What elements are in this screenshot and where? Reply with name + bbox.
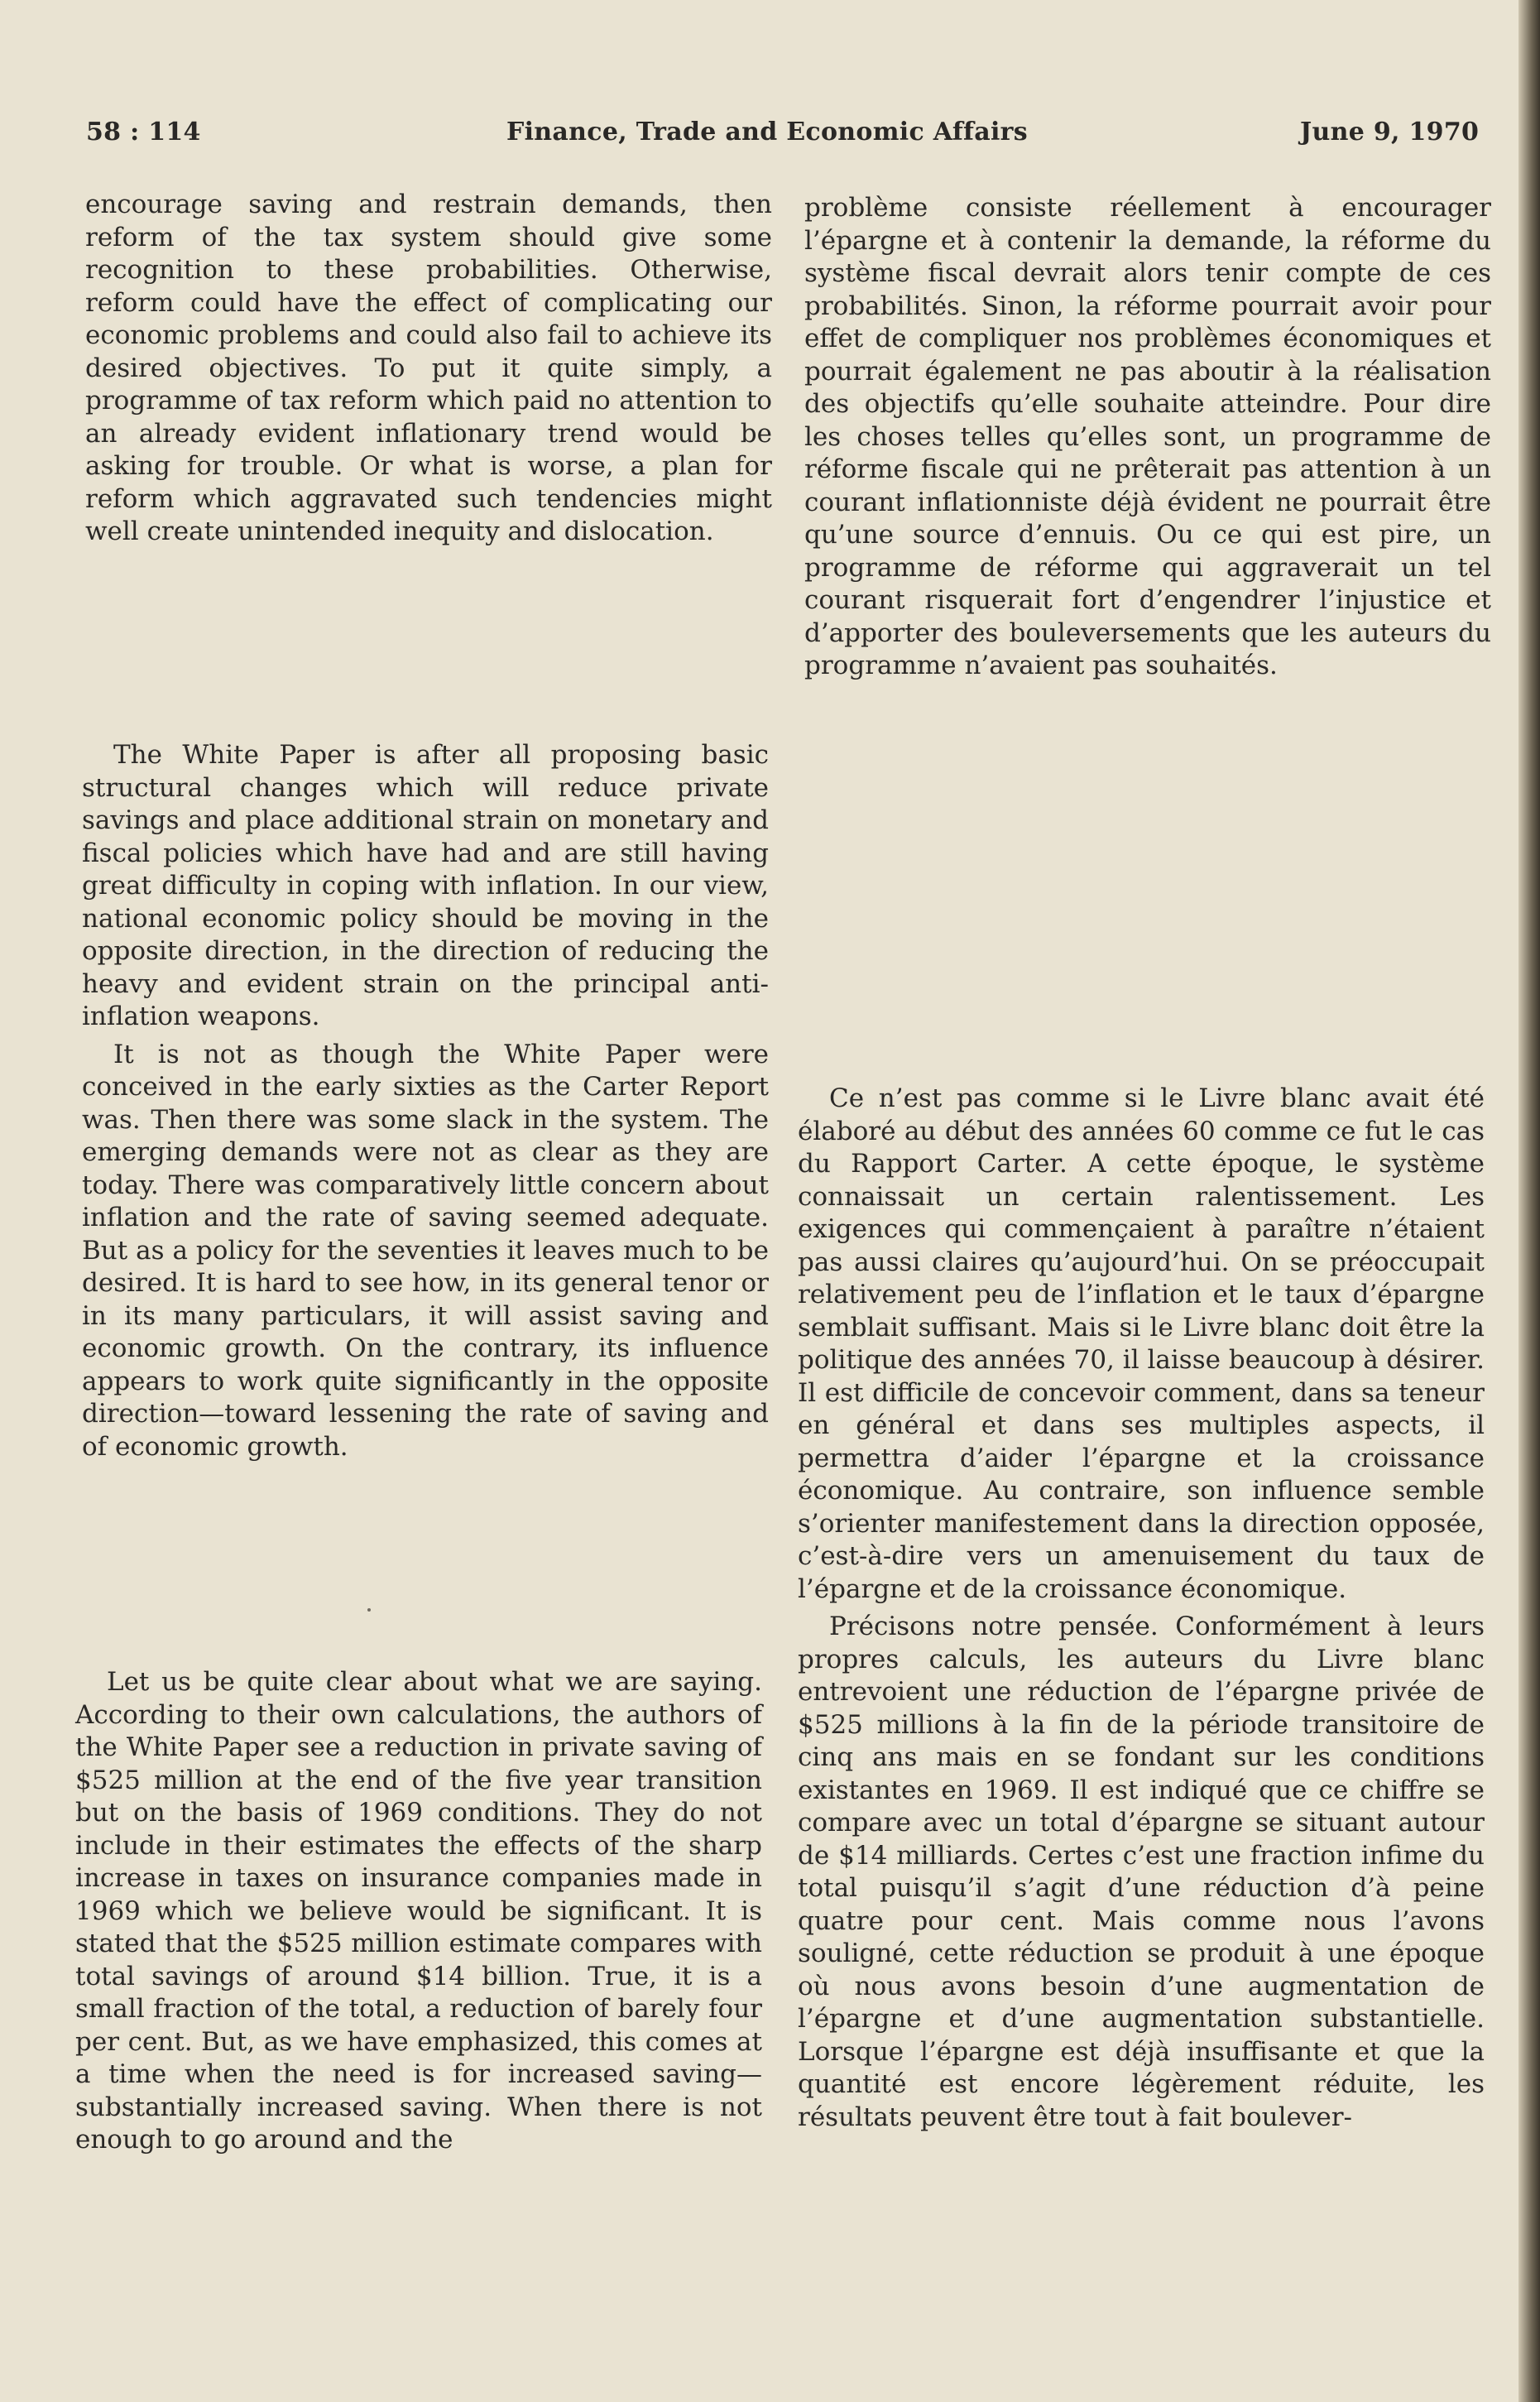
english-column-block-1 xyxy=(85,189,772,549)
print-speck xyxy=(367,1608,371,1612)
running-title: Finance, Trade and Economic Affairs xyxy=(506,118,1028,147)
french-column-block-2 xyxy=(798,1083,1485,2134)
page-number: 58 : 114 xyxy=(86,118,201,147)
english-column-block-2 xyxy=(82,739,769,1463)
english-paragraph-3: It is not as though the White Paper were conceived in the early sixties as the Carter Report was. Then there was some slack in the system. The emerging demands were not as clear as they are today. There was comparatively little concern about inflation and the rate of saving seemed adequate. But as a policy for the seventies it leaves much to be desired. It is hard to see how, in its general tenor or in its many particulars, it will assist saving and economic growth. On the contrary, its influence appears to work quite significantly in the opposite direction—toward lessening the rate of saving and of economic growth. xyxy=(82,1039,769,1462)
french-column-block-1 xyxy=(804,192,1491,683)
page-spine-shadow xyxy=(1518,0,1540,2402)
page-date: June 9, 1970 xyxy=(1300,118,1480,147)
english-paragraph-1: encourage saving and restrain demands, then reform of the tax system should give some recognition to these probabilities. Otherwise, reform could have the effect of complicating our economic problems and could also fail to achieve its desired objectives. To put it quite simply, a programme of tax reform which paid no attention to an already evident inflationary trend would be asking for trouble. Or what is worse, a plan for reform which aggravated such tendencies might well create unintended inequity and dislocation. xyxy=(85,190,772,546)
english-column-block-3 xyxy=(75,1666,762,2157)
english-paragraph-4: Let us be quite clear about what we are saying. According to their own calculations, the authors of the White Paper see a reduction in private saving of $525 million at the end of the five year transition but on the basis of 1969 conditions. They do not include in their estimates the effects of the sharp increase in taxes on insurance companies made in 1969 which we believe would be significant. It is stated that the $525 million estimate compares with total savings of around $14 billion. True, it is a small fraction of the total, a reduction of barely four per cent. But, as we have emphasized, this comes at a time when the need is for increased saving—substantially increased saving. When there is not enough to go around and the xyxy=(75,1667,762,2155)
english-paragraph-2: The White Paper is after all proposing basic structural changes which will reduce private savings and place additional strain on monetary and fiscal policies which have had and are still having great difficulty in coping with inflation. In our view, national economic policy should be moving in the opposite direction, in the direction of reducing the heavy and evident strain on the principal anti-inflation weapons. xyxy=(82,740,769,1031)
french-paragraph-2: Ce n’est pas comme si le Livre blanc avait été élaboré au début des années 60 comme ce fut le cas du Rapport Carter. A cette époque, le système connaissait un certain ralentissement. Les exigences qui commençaient à paraître n’étaient pas aussi claires qu’aujourd’hui. On se préoccupait relativement peu de l’inflation et le taux d’épargne semblait suffisant. Mais si le Livre blanc doit être la politique des années 70, il laisse beaucoup à désirer. Il est difficile de concevoir comment, dans sa teneur en général et dans ses multiples aspects, il permettra d’aider l’épargne et la croissance économique. Au contraire, son influence semble s’orienter manifestement dans la direction opposée, c’est-à-dire vers un amenuisement du taux de l’épargne et de la croissance économique. xyxy=(798,1083,1485,1604)
french-paragraph-1: problème consiste réellement à encourager l’épargne et à contenir la demande, la réforme du système fiscal devrait alors tenir compte de ces probabilités. Sinon, la réforme pourrait avoir pour effet de compliquer nos problèmes économiques et pourrait également ne pas aboutir à la réalisation des objectifs qu’elle souhaite atteindre. Pour dire les choses telles qu’elles sont, un programme de réforme fiscale qui ne prêterait pas attention à un courant inflationniste déjà évident ne pourrait être qu’une source d’ennuis. Ou ce qui est pire, un programme de réforme qui aggraverait un tel courant risquerait fort d’engendrer l’injustice et d’apporter des bouleversements que les auteurs du programme n’avaient pas souhaités. xyxy=(804,193,1491,680)
french-paragraph-3: Précisons notre pensée. Conformément à leurs propres calculs, les auteurs du Livre blanc entrevoient une réduction de l’épargne privée de $525 millions à la fin de la période transitoire de cinq ans mais en se fondant sur les conditions existantes en 1969. Il est indiqué que ce chiffre se compare avec un total d’épargne se situant autour de $14 milliards. Certes c’est une fraction infime du total puisqu’il s’agit d’une réduction d’à peine quatre pour cent. Mais comme nous l’avons souligné, cette réduction se produit à une époque où nous avons besoin d’une augmentation de l’épargne et d’une augmentation substantielle. Lorsque l’épargne est déjà insuffisante et que la quantité est encore légèrement réduite, les résultats peuvent être tout à fait boulever- xyxy=(798,1612,1485,2132)
